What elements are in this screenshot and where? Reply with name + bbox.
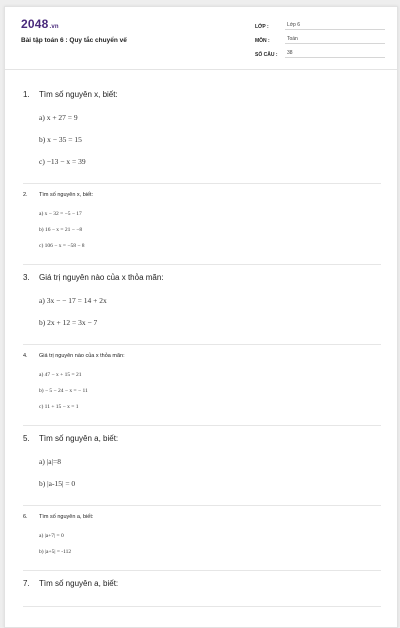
question-heading — [23, 579, 381, 588]
question-heading — [23, 192, 381, 198]
question-heading — [23, 273, 381, 282]
question-block — [23, 184, 381, 265]
question-heading — [23, 90, 381, 99]
question-text: Tìm số nguyên x, biết: — [39, 90, 118, 99]
equation-text: b) |a+5| = -112 — [39, 549, 72, 555]
question-text: Tìm số nguyên a, biết: — [39, 514, 94, 520]
question-subitem — [23, 473, 381, 495]
question-number: 4. — [23, 353, 28, 359]
question-text: Tìm số nguyên a, biết: — [39, 434, 119, 443]
meta-label: MÔN : — [255, 38, 270, 44]
question-subitem — [23, 206, 381, 222]
question-block — [23, 426, 381, 506]
meta-label: SỐ CÂU : — [255, 52, 278, 58]
question-block — [23, 265, 381, 345]
logo-main-text: 2048 — [21, 17, 49, 31]
worksheet-meta — [255, 19, 385, 61]
worksheet-page — [4, 6, 398, 628]
question-text: Giá trị nguyên nào của x thỏa mãn: — [39, 353, 125, 359]
question-heading — [23, 353, 381, 359]
question-subitem — [23, 312, 381, 334]
equation-text: c) 11 + 15 − x = 1 — [39, 404, 79, 410]
logo-sub-text: .vn — [49, 24, 59, 30]
question-number: 3. — [23, 273, 30, 282]
question-block — [23, 571, 381, 607]
equation-text: a) x − 32 = −5 − 17 — [39, 211, 82, 217]
question-block — [23, 345, 381, 426]
equation-text: b) |a-15| = 0 — [39, 479, 76, 488]
question-subitem — [23, 367, 381, 383]
question-subitem — [23, 544, 381, 560]
question-number: 5. — [23, 434, 30, 443]
meta-label: LỚP : — [255, 24, 269, 30]
equation-text: a) 47 − x + 15 = 21 — [39, 372, 82, 378]
question-list — [5, 70, 397, 607]
question-number: 2. — [23, 192, 28, 198]
question-heading — [23, 434, 381, 443]
equation-text: b) x − 35 = 15 — [39, 135, 82, 144]
question-subitem — [23, 222, 381, 238]
question-subitem — [23, 451, 381, 473]
worksheet-header — [5, 7, 397, 70]
equation-text: b) 2x + 12 = 3x − 7 — [39, 318, 98, 327]
equation-text: b) − 5 − 24 − x = − 11 — [39, 388, 88, 394]
question-block — [23, 82, 381, 184]
equation-text: a) |a|=8 — [39, 457, 62, 466]
question-subitem — [23, 129, 381, 151]
meta-row-subject — [255, 33, 385, 44]
meta-value: Toán — [285, 36, 385, 44]
question-subitem — [23, 238, 381, 254]
meta-value: 38 — [285, 50, 385, 58]
equation-text: a) |a+7| = 0 — [39, 533, 64, 539]
meta-row-class — [255, 19, 385, 30]
question-number: 1. — [23, 90, 30, 99]
question-number: 7. — [23, 579, 30, 588]
meta-value: Lớp 6 — [285, 22, 385, 30]
question-subitem — [23, 151, 381, 173]
question-text: Giá trị nguyên nào của x thỏa mãn: — [39, 273, 164, 282]
meta-row-question-count — [255, 47, 385, 58]
equation-text: b) 16 − x = 21 − −8 — [39, 227, 83, 233]
site-logo[interactable] — [21, 17, 59, 31]
question-subitem — [23, 528, 381, 544]
question-subitem — [23, 383, 381, 399]
equation-text: a) x + 27 = 9 — [39, 113, 78, 122]
question-heading — [23, 514, 381, 520]
question-text: Tìm số nguyên a, biết: — [39, 579, 119, 588]
question-subitem — [23, 107, 381, 129]
equation-text: c) −13 − x = 39 — [39, 157, 86, 166]
question-subitem — [23, 290, 381, 312]
question-text: Tìm số nguyên x, biết: — [39, 192, 94, 198]
equation-text: a) 3x − − 17 = 14 + 2x — [39, 296, 107, 305]
question-subitem — [23, 399, 381, 415]
worksheet-title: Bài tập toán 6 : Quy tắc chuyển vế — [21, 37, 127, 44]
equation-text: c) 106 − x = −58 − 8 — [39, 243, 85, 249]
question-block — [23, 506, 381, 571]
question-number: 6. — [23, 514, 28, 520]
